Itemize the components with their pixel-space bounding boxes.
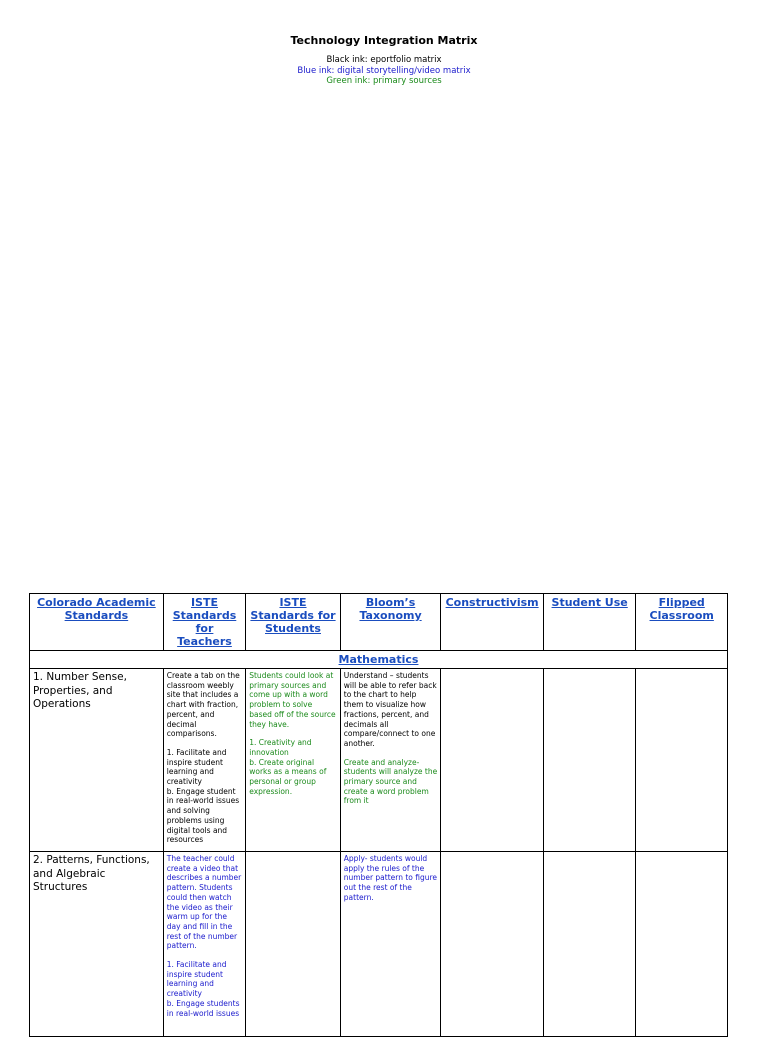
student-use-cell bbox=[543, 852, 636, 1037]
iste-students-cell bbox=[246, 852, 341, 1037]
document-header bbox=[0, 34, 768, 87]
cell-text: Understand – students will be able to refer back to the chart to help them to visualize how fractions, percent, and decimals all compare/connect to one another. bbox=[343, 671, 437, 748]
legend-black-ink: Black ink: eportfolio matrix bbox=[326, 55, 442, 65]
table-header-row bbox=[30, 594, 728, 651]
cell-text: b. Engage student in real-world issues and solving problems using digital tools and resources bbox=[166, 786, 240, 845]
student-use-cell bbox=[543, 669, 636, 852]
subject-row bbox=[30, 651, 728, 669]
blooms-cell bbox=[340, 852, 441, 1037]
header-iste-teachers-link[interactable]: ISTE Standards for Teachers bbox=[163, 594, 245, 651]
header-iste-students-link[interactable]: ISTE Standards for Students bbox=[246, 594, 341, 651]
standard-cell: 2. Patterns, Functions, and Algebraic Structures bbox=[30, 852, 164, 1037]
iste-teachers-cell bbox=[163, 852, 245, 1037]
header-colorado-standards-link[interactable]: Colorado Academic Standards bbox=[30, 594, 164, 651]
integration-matrix-table bbox=[29, 593, 728, 1037]
document-title: Technology Integration Matrix bbox=[290, 34, 478, 47]
cell-text: 1. Facilitate and inspire student learning and creativity bbox=[166, 960, 227, 999]
flipped-classroom-cell bbox=[636, 669, 728, 852]
table-row bbox=[30, 852, 728, 1037]
cell-text: b. Engage students in real-world issues bbox=[166, 998, 240, 1018]
cell-text: b. Create original works as a means of personal or group expression. bbox=[249, 757, 327, 796]
cell-text: Create a tab on the classroom weebly site that includes a chart with fraction, percent, and decimal comparisons. bbox=[166, 671, 240, 739]
cell-text: The teacher could create a video that describes a number pattern. Students could then watch the video as their warm up for the day and fill in the rest of the number pattern. bbox=[166, 854, 242, 951]
cell-text: Apply- students would apply the rules of the number pattern to figure out the rest of the pattern. bbox=[343, 854, 438, 902]
standard-cell: 1. Number Sense, Properties, and Operations bbox=[30, 669, 164, 852]
iste-teachers-cell bbox=[163, 669, 245, 852]
blooms-cell bbox=[340, 669, 441, 852]
flipped-classroom-cell bbox=[636, 852, 728, 1037]
header-constructivism-link[interactable]: Constructivism bbox=[441, 594, 544, 651]
header-student-use-link[interactable]: Student Use bbox=[543, 594, 636, 651]
header-blooms-taxonomy-link[interactable]: Bloom’s Taxonomy bbox=[340, 594, 441, 651]
cell-text: Students could look at primary sources and come up with a word problem to solve based off of the source they have. bbox=[249, 671, 336, 729]
cell-text: Create and analyze- students will analyze the primary source and create a word problem from it bbox=[343, 757, 438, 806]
cell-text: 1. Facilitate and inspire student learning and creativity bbox=[166, 747, 227, 787]
constructivism-cell bbox=[441, 852, 544, 1037]
iste-students-cell bbox=[246, 669, 341, 852]
legend-green-ink: Green ink: primary sources bbox=[326, 76, 442, 86]
legend-blue-ink: Blue ink: digital storytelling/video matrix bbox=[297, 65, 471, 76]
subject-mathematics-link[interactable]: Mathematics bbox=[30, 651, 728, 669]
ink-legend bbox=[0, 55, 768, 87]
table-row bbox=[30, 669, 728, 852]
cell-text: 1. Creativity and innovation bbox=[249, 738, 312, 757]
constructivism-cell bbox=[441, 669, 544, 852]
header-flipped-classroom-link[interactable]: Flipped Classroom bbox=[636, 594, 728, 651]
